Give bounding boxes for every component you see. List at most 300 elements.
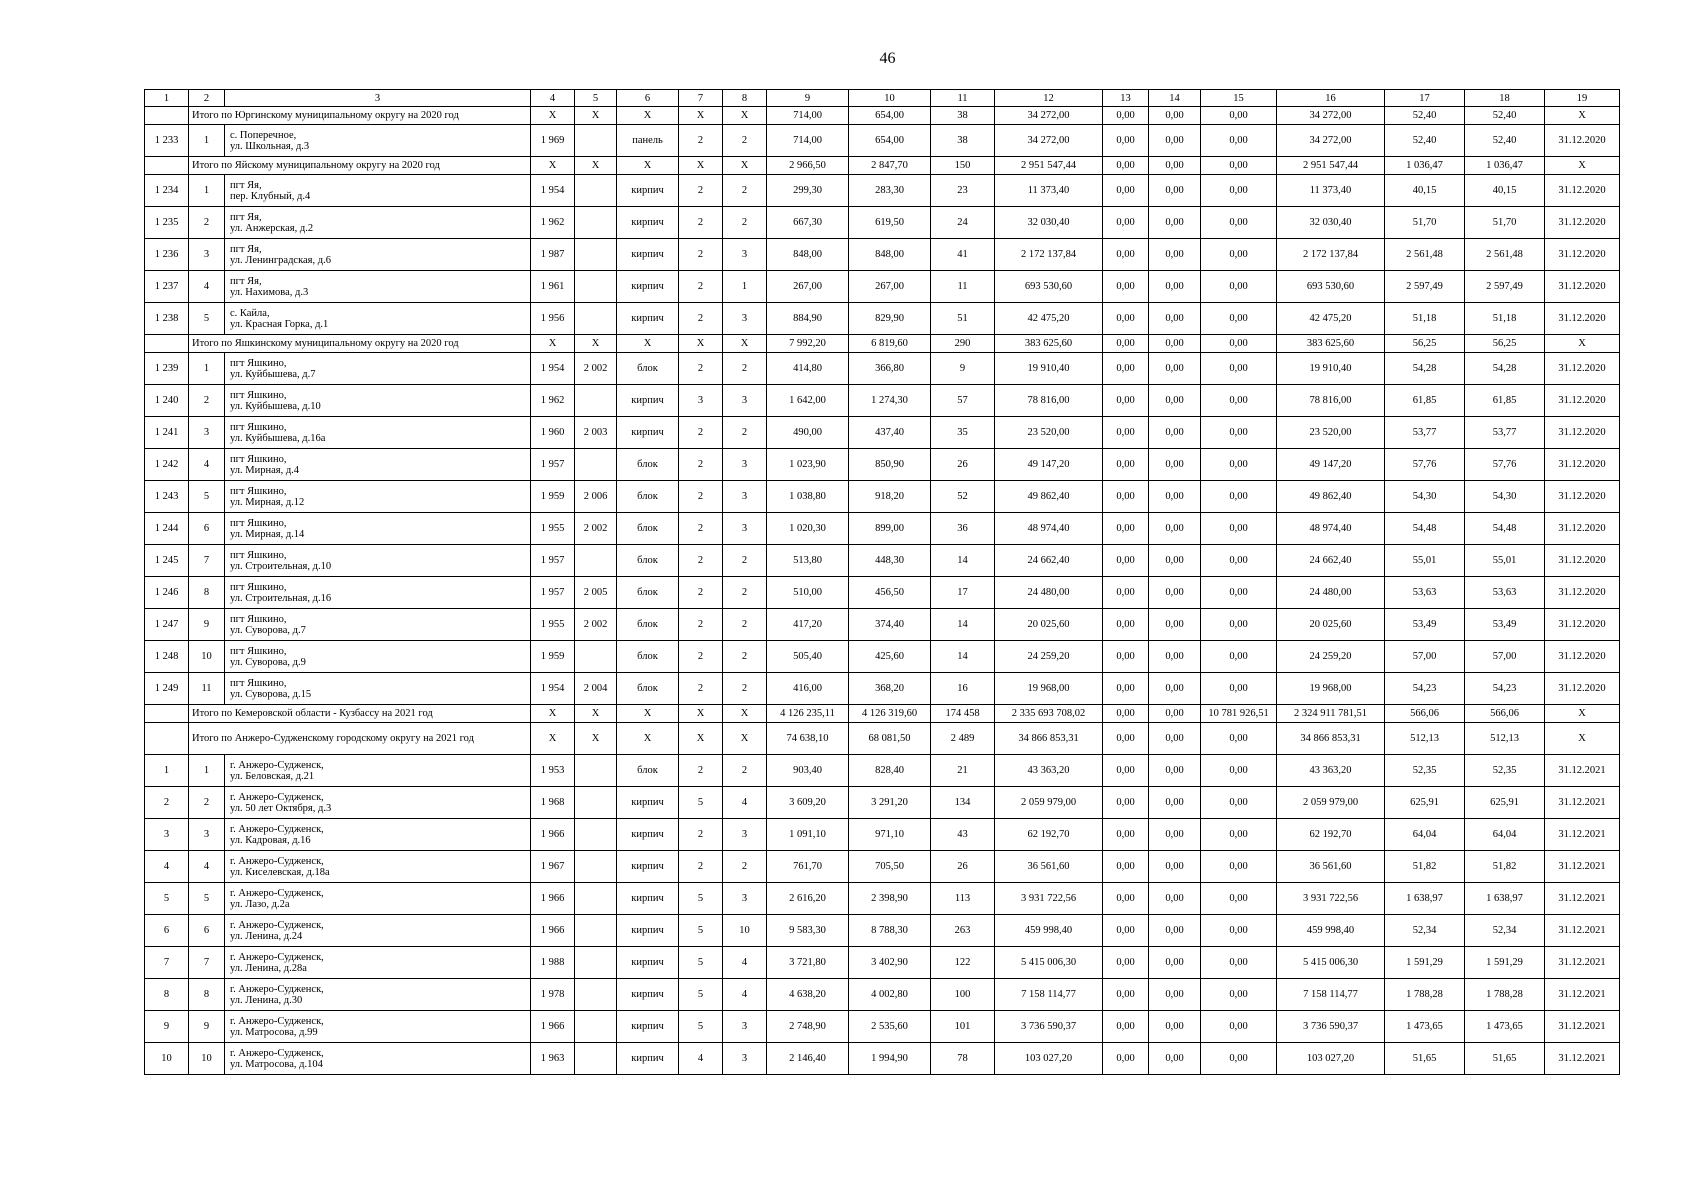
data-cell: 57,00 <box>1385 641 1465 673</box>
data-cell: 1 957 <box>531 577 575 609</box>
data-cell: 0,00 <box>1103 979 1149 1011</box>
column-number-cell: 6 <box>617 90 679 107</box>
data-cell: 5 <box>679 883 723 915</box>
row-number-cell: 1 249 <box>145 673 189 705</box>
address-locality: г. Анжеро-Судженск, <box>230 1047 324 1059</box>
data-cell: 52,34 <box>1385 915 1465 947</box>
address-locality: г. Анжеро-Судженск, <box>230 791 324 803</box>
column-number-cell: 16 <box>1277 90 1385 107</box>
data-cell: 0,00 <box>1201 819 1277 851</box>
data-cell: 2 <box>679 125 723 157</box>
data-cell: 54,23 <box>1385 673 1465 705</box>
data-cell: 0,00 <box>1201 303 1277 335</box>
data-cell: 2 597,49 <box>1465 271 1545 303</box>
summary-blank-cell <box>145 157 189 175</box>
data-cell: 0,00 <box>1103 723 1149 755</box>
data-cell: 1 038,80 <box>767 481 849 513</box>
address-locality: пгт Яшкино, <box>230 517 287 529</box>
data-cell: 2 059 979,00 <box>995 787 1103 819</box>
data-cell: 2 <box>723 755 767 787</box>
address-locality: пгт Яя, <box>230 179 262 191</box>
data-cell: X <box>679 335 723 353</box>
data-cell: 0,00 <box>1201 723 1277 755</box>
data-cell: 414,80 <box>767 353 849 385</box>
address-locality: пгт Яшкино, <box>230 613 287 625</box>
data-cell: 2 <box>723 851 767 883</box>
data-cell: 1 036,47 <box>1465 157 1545 175</box>
data-cell: 566,06 <box>1465 705 1545 723</box>
data-cell: 2 <box>679 819 723 851</box>
address-cell <box>225 175 531 207</box>
data-cell: 1 966 <box>531 915 575 947</box>
data-cell: 103 027,20 <box>1277 1043 1385 1075</box>
data-cell: 0,00 <box>1103 335 1149 353</box>
data-cell: 1 <box>723 271 767 303</box>
data-cell: 64,04 <box>1385 819 1465 851</box>
data-cell: 62 192,70 <box>995 819 1103 851</box>
data-cell: 829,90 <box>849 303 931 335</box>
data-cell: X <box>723 157 767 175</box>
data-cell: 761,70 <box>767 851 849 883</box>
data-cell: 7 992,20 <box>767 335 849 353</box>
data-cell: 31.12.2020 <box>1545 513 1620 545</box>
data-cell: 3 291,20 <box>849 787 931 819</box>
data-cell: 5 <box>679 787 723 819</box>
address-street: ул. 50 лет Октября, д.3 <box>230 802 332 814</box>
data-cell: 625,91 <box>1385 787 1465 819</box>
data-cell: 366,80 <box>849 353 931 385</box>
data-cell: 0,00 <box>1103 819 1149 851</box>
row-number-cell: 1 241 <box>145 417 189 449</box>
data-cell: 26 <box>931 449 995 481</box>
data-cell: 56,25 <box>1465 335 1545 353</box>
data-cell: 2 146,40 <box>767 1043 849 1075</box>
data-cell: 38 <box>931 107 995 125</box>
data-cell: 1 988 <box>531 947 575 979</box>
data-cell: 31.12.2020 <box>1545 417 1620 449</box>
data-cell: 0,00 <box>1149 883 1201 915</box>
data-cell: 1 959 <box>531 641 575 673</box>
table-row <box>145 947 1620 979</box>
data-cell: 459 998,40 <box>995 915 1103 947</box>
row-sub-number-cell: 6 <box>189 915 225 947</box>
data-cell: 654,00 <box>849 125 931 157</box>
data-cell: 51,65 <box>1465 1043 1545 1075</box>
data-cell: 31.12.2020 <box>1545 545 1620 577</box>
data-cell: 2 748,90 <box>767 1011 849 1043</box>
data-cell: 32 030,40 <box>1277 207 1385 239</box>
column-number-cell: 15 <box>1201 90 1277 107</box>
data-cell: X <box>1545 705 1620 723</box>
data-cell <box>575 303 617 335</box>
summary-row <box>145 723 1620 755</box>
data-cell: 368,20 <box>849 673 931 705</box>
address-street: ул. Мирная, д.12 <box>230 496 305 508</box>
address-locality: пгт Яя, <box>230 243 262 255</box>
page-number: 46 <box>879 50 896 67</box>
data-cell: 0,00 <box>1201 577 1277 609</box>
data-cell: 1 638,97 <box>1465 883 1545 915</box>
data-cell: кирпич <box>617 175 679 207</box>
data-cell: 2 <box>723 577 767 609</box>
data-cell: 52 <box>931 481 995 513</box>
row-number-cell: 9 <box>145 1011 189 1043</box>
address-street: ул. Матросова, д.104 <box>230 1058 323 1070</box>
data-cell: 3 <box>679 385 723 417</box>
row-number-cell: 7 <box>145 947 189 979</box>
data-cell: 34 272,00 <box>1277 107 1385 125</box>
data-cell: X <box>723 335 767 353</box>
data-cell: 9 <box>931 353 995 385</box>
data-cell: 2 <box>679 577 723 609</box>
data-cell: блок <box>617 673 679 705</box>
data-cell: 0,00 <box>1103 385 1149 417</box>
data-cell: 61,85 <box>1465 385 1545 417</box>
address-street: ул. Школьная, д.3 <box>230 140 310 152</box>
data-cell: 24 259,20 <box>1277 641 1385 673</box>
data-cell: X <box>679 705 723 723</box>
data-cell: 34 866 853,31 <box>995 723 1103 755</box>
address-street: ул. Матросова, д.99 <box>230 1026 318 1038</box>
summary-blank-cell <box>145 705 189 723</box>
data-cell: X <box>575 157 617 175</box>
data-cell: 513,80 <box>767 545 849 577</box>
table-body <box>145 90 1620 1075</box>
row-sub-number-cell: 2 <box>189 787 225 819</box>
data-cell: 0,00 <box>1201 353 1277 385</box>
data-cell: 2 003 <box>575 417 617 449</box>
data-cell: 49 147,20 <box>1277 449 1385 481</box>
data-cell: 31.12.2021 <box>1545 851 1620 883</box>
data-cell: 267,00 <box>849 271 931 303</box>
data-cell: 2 398,90 <box>849 883 931 915</box>
data-cell: 0,00 <box>1103 1011 1149 1043</box>
data-cell: 5 <box>679 979 723 1011</box>
data-cell: X <box>617 157 679 175</box>
data-cell: 19 968,00 <box>995 673 1103 705</box>
data-cell: 14 <box>931 545 995 577</box>
data-cell: 0,00 <box>1201 851 1277 883</box>
data-cell: 693 530,60 <box>995 271 1103 303</box>
data-cell: 49 147,20 <box>995 449 1103 481</box>
data-cell: кирпич <box>617 915 679 947</box>
row-number-cell: 1 236 <box>145 239 189 271</box>
address-locality: пгт Яшкино, <box>230 677 287 689</box>
data-cell: 0,00 <box>1201 883 1277 915</box>
address-cell <box>225 239 531 271</box>
data-cell: 1 978 <box>531 979 575 1011</box>
data-cell: X <box>531 335 575 353</box>
data-cell: 0,00 <box>1149 481 1201 513</box>
data-cell: 1 091,10 <box>767 819 849 851</box>
data-cell: 0,00 <box>1149 353 1201 385</box>
data-cell: 505,40 <box>767 641 849 673</box>
address-street: ул. Суворова, д.9 <box>230 656 306 668</box>
data-cell: 31.12.2020 <box>1545 353 1620 385</box>
data-cell: 31.12.2020 <box>1545 673 1620 705</box>
table-row <box>145 787 1620 819</box>
row-sub-number-cell: 10 <box>189 1043 225 1075</box>
address-street: ул. Ленина, д.28а <box>230 962 307 974</box>
data-cell: 5 <box>679 947 723 979</box>
data-cell: 43 363,20 <box>995 755 1103 787</box>
address-locality: г. Анжеро-Судженск, <box>230 951 324 963</box>
data-cell: 425,60 <box>849 641 931 673</box>
data-cell: 0,00 <box>1103 545 1149 577</box>
data-cell <box>575 979 617 1011</box>
address-locality: пгт Яшкино, <box>230 549 287 561</box>
data-cell: 3 <box>723 1043 767 1075</box>
address-locality: пгт Яшкино, <box>230 581 287 593</box>
row-number-cell: 1 237 <box>145 271 189 303</box>
data-cell: 20 025,60 <box>1277 609 1385 641</box>
data-cell: 2 172 137,84 <box>1277 239 1385 271</box>
data-cell: 2 <box>679 851 723 883</box>
address-cell <box>225 449 531 481</box>
data-cell: 0,00 <box>1103 787 1149 819</box>
data-cell: блок <box>617 545 679 577</box>
data-cell: 1 953 <box>531 755 575 787</box>
address-cell <box>225 417 531 449</box>
data-cell <box>575 175 617 207</box>
data-cell: 54,28 <box>1465 353 1545 385</box>
summary-blank-cell <box>145 723 189 755</box>
data-cell: 3 931 722,56 <box>1277 883 1385 915</box>
data-cell: 0,00 <box>1103 481 1149 513</box>
data-cell: 2 951 547,44 <box>995 157 1103 175</box>
data-cell: 20 025,60 <box>995 609 1103 641</box>
data-cell: кирпич <box>617 851 679 883</box>
data-cell: X <box>617 705 679 723</box>
data-cell: X <box>1545 335 1620 353</box>
address-cell <box>225 609 531 641</box>
data-cell: 2 <box>723 609 767 641</box>
row-sub-number-cell: 5 <box>189 883 225 915</box>
summary-label: Итого по Юргинскому муниципальному округу на 2020 год <box>189 107 531 125</box>
data-cell: 0,00 <box>1103 577 1149 609</box>
address-street: ул. Мирная, д.14 <box>230 528 305 540</box>
data-cell: 4 638,20 <box>767 979 849 1011</box>
data-cell: X <box>679 107 723 125</box>
column-number-cell: 1 <box>145 90 189 107</box>
data-cell: 150 <box>931 157 995 175</box>
data-cell: 0,00 <box>1103 609 1149 641</box>
data-cell: 54,30 <box>1385 481 1465 513</box>
data-cell: 1 963 <box>531 1043 575 1075</box>
address-cell <box>225 819 531 851</box>
column-number-cell: 2 <box>189 90 225 107</box>
address-cell <box>225 1043 531 1075</box>
data-cell: 2 172 137,84 <box>995 239 1103 271</box>
data-cell: 24 259,20 <box>995 641 1103 673</box>
table-row <box>145 851 1620 883</box>
table-row <box>145 1043 1620 1075</box>
column-number-cell: 13 <box>1103 90 1149 107</box>
data-cell: 55,01 <box>1465 545 1545 577</box>
data-cell: блок <box>617 755 679 787</box>
data-cell: 1 956 <box>531 303 575 335</box>
address-street: ул. Суворова, д.7 <box>230 624 306 636</box>
data-cell: 0,00 <box>1201 207 1277 239</box>
data-cell: 56,25 <box>1385 335 1465 353</box>
row-number-cell: 1 247 <box>145 609 189 641</box>
data-cell: 899,00 <box>849 513 931 545</box>
data-cell: 0,00 <box>1201 755 1277 787</box>
data-cell: 0,00 <box>1149 513 1201 545</box>
data-cell: 31.12.2021 <box>1545 1011 1620 1043</box>
data-cell: 11 <box>931 271 995 303</box>
row-number-cell: 5 <box>145 883 189 915</box>
data-cell: 31.12.2020 <box>1545 303 1620 335</box>
data-cell: 2 <box>679 271 723 303</box>
data-cell: 3 721,80 <box>767 947 849 979</box>
data-cell: 0,00 <box>1201 545 1277 577</box>
column-number-cell: 19 <box>1545 90 1620 107</box>
row-sub-number-cell: 5 <box>189 303 225 335</box>
data-cell: 134 <box>931 787 995 819</box>
data-cell: 52,34 <box>1465 915 1545 947</box>
address-locality: пгт Яя, <box>230 275 262 287</box>
data-cell: 1 955 <box>531 609 575 641</box>
data-cell: 48 974,40 <box>995 513 1103 545</box>
data-cell: 49 862,40 <box>995 481 1103 513</box>
data-cell: 2 <box>679 513 723 545</box>
data-cell: кирпич <box>617 947 679 979</box>
data-cell: 2 <box>723 641 767 673</box>
data-cell <box>575 947 617 979</box>
data-cell: 459 998,40 <box>1277 915 1385 947</box>
data-cell: 1 473,65 <box>1465 1011 1545 1043</box>
data-cell: 2 <box>679 417 723 449</box>
address-locality: г. Анжеро-Судженск, <box>230 983 324 995</box>
data-cell: 78 816,00 <box>995 385 1103 417</box>
column-number-cell: 11 <box>931 90 995 107</box>
data-cell: 0,00 <box>1201 947 1277 979</box>
data-cell: кирпич <box>617 1011 679 1043</box>
data-cell: кирпич <box>617 271 679 303</box>
data-cell: 36 561,60 <box>1277 851 1385 883</box>
data-cell: 3 <box>723 385 767 417</box>
data-cell: 3 <box>723 883 767 915</box>
data-cell: 61,85 <box>1385 385 1465 417</box>
data-cell <box>575 239 617 271</box>
data-cell: 42 475,20 <box>1277 303 1385 335</box>
data-cell: 2 <box>723 353 767 385</box>
data-cell: 57,76 <box>1385 449 1465 481</box>
data-cell: 2 616,20 <box>767 883 849 915</box>
row-number-cell: 2 <box>145 787 189 819</box>
data-cell: 0,00 <box>1201 239 1277 271</box>
data-cell: 2 059 979,00 <box>1277 787 1385 819</box>
data-cell: 3 402,90 <box>849 947 931 979</box>
data-cell: 625,91 <box>1465 787 1545 819</box>
data-cell: 1 036,47 <box>1385 157 1465 175</box>
data-cell: 31.12.2020 <box>1545 271 1620 303</box>
data-cell: блок <box>617 353 679 385</box>
data-cell: 299,30 <box>767 175 849 207</box>
data-cell: 23 520,00 <box>1277 417 1385 449</box>
data-cell: 4 002,80 <box>849 979 931 1011</box>
row-number-cell: 6 <box>145 915 189 947</box>
address-cell <box>225 271 531 303</box>
data-cell: 5 <box>679 1011 723 1043</box>
data-cell: 41 <box>931 239 995 271</box>
data-cell: 437,40 <box>849 417 931 449</box>
data-cell: 62 192,70 <box>1277 819 1385 851</box>
data-cell: 0,00 <box>1103 449 1149 481</box>
data-cell <box>575 883 617 915</box>
table-row <box>145 303 1620 335</box>
data-cell: 2 597,49 <box>1385 271 1465 303</box>
data-cell: 1 020,30 <box>767 513 849 545</box>
data-cell: 4 126 319,60 <box>849 705 931 723</box>
address-locality: пгт Яшкино, <box>230 453 287 465</box>
data-cell: 113 <box>931 883 995 915</box>
data-cell: 1 962 <box>531 207 575 239</box>
address-street: ул. Мирная, д.4 <box>230 464 300 476</box>
row-sub-number-cell: 9 <box>189 609 225 641</box>
data-cell: 374,40 <box>849 609 931 641</box>
data-cell <box>575 385 617 417</box>
data-cell: 51 <box>931 303 995 335</box>
data-cell: 263 <box>931 915 995 947</box>
data-cell: 24 662,40 <box>1277 545 1385 577</box>
address-locality: пгт Яшкино, <box>230 485 287 497</box>
summary-row <box>145 107 1620 125</box>
data-cell: X <box>723 705 767 723</box>
data-cell: 448,30 <box>849 545 931 577</box>
row-number-cell: 1 245 <box>145 545 189 577</box>
data-cell: 1 788,28 <box>1465 979 1545 1011</box>
table-row <box>145 979 1620 1011</box>
data-cell: 2 <box>679 673 723 705</box>
row-sub-number-cell: 1 <box>189 353 225 385</box>
data-cell: 0,00 <box>1149 107 1201 125</box>
data-cell: 566,06 <box>1385 705 1465 723</box>
data-cell: 78 <box>931 1043 995 1075</box>
table-row <box>145 513 1620 545</box>
data-cell: 290 <box>931 335 995 353</box>
data-cell: 54,48 <box>1465 513 1545 545</box>
data-cell: 52,40 <box>1465 125 1545 157</box>
data-cell: 2 <box>679 755 723 787</box>
data-cell: 52,40 <box>1385 107 1465 125</box>
data-cell <box>575 915 617 947</box>
data-cell: панель <box>617 125 679 157</box>
row-sub-number-cell: 3 <box>189 417 225 449</box>
data-cell: 51,82 <box>1465 851 1545 883</box>
data-cell: 19 910,40 <box>995 353 1103 385</box>
data-cell: 0,00 <box>1149 175 1201 207</box>
data-cell: 0,00 <box>1149 755 1201 787</box>
address-street: ул. Анжерская, д.2 <box>230 222 314 234</box>
data-cell: 0,00 <box>1201 175 1277 207</box>
data-cell: X <box>679 723 723 755</box>
row-sub-number-cell: 1 <box>189 125 225 157</box>
table-row <box>145 1011 1620 1043</box>
data-cell: 0,00 <box>1201 385 1277 417</box>
summary-label: Итого по Яшкинскому муниципальному округу на 2020 год <box>189 335 531 353</box>
data-cell: 2 561,48 <box>1385 239 1465 271</box>
data-cell: 0,00 <box>1149 1011 1201 1043</box>
data-cell: 2 <box>679 207 723 239</box>
row-sub-number-cell: 2 <box>189 385 225 417</box>
data-cell <box>575 271 617 303</box>
data-cell: 0,00 <box>1149 417 1201 449</box>
data-cell: 2 <box>679 303 723 335</box>
row-number-cell: 1 234 <box>145 175 189 207</box>
data-cell: 1 969 <box>531 125 575 157</box>
